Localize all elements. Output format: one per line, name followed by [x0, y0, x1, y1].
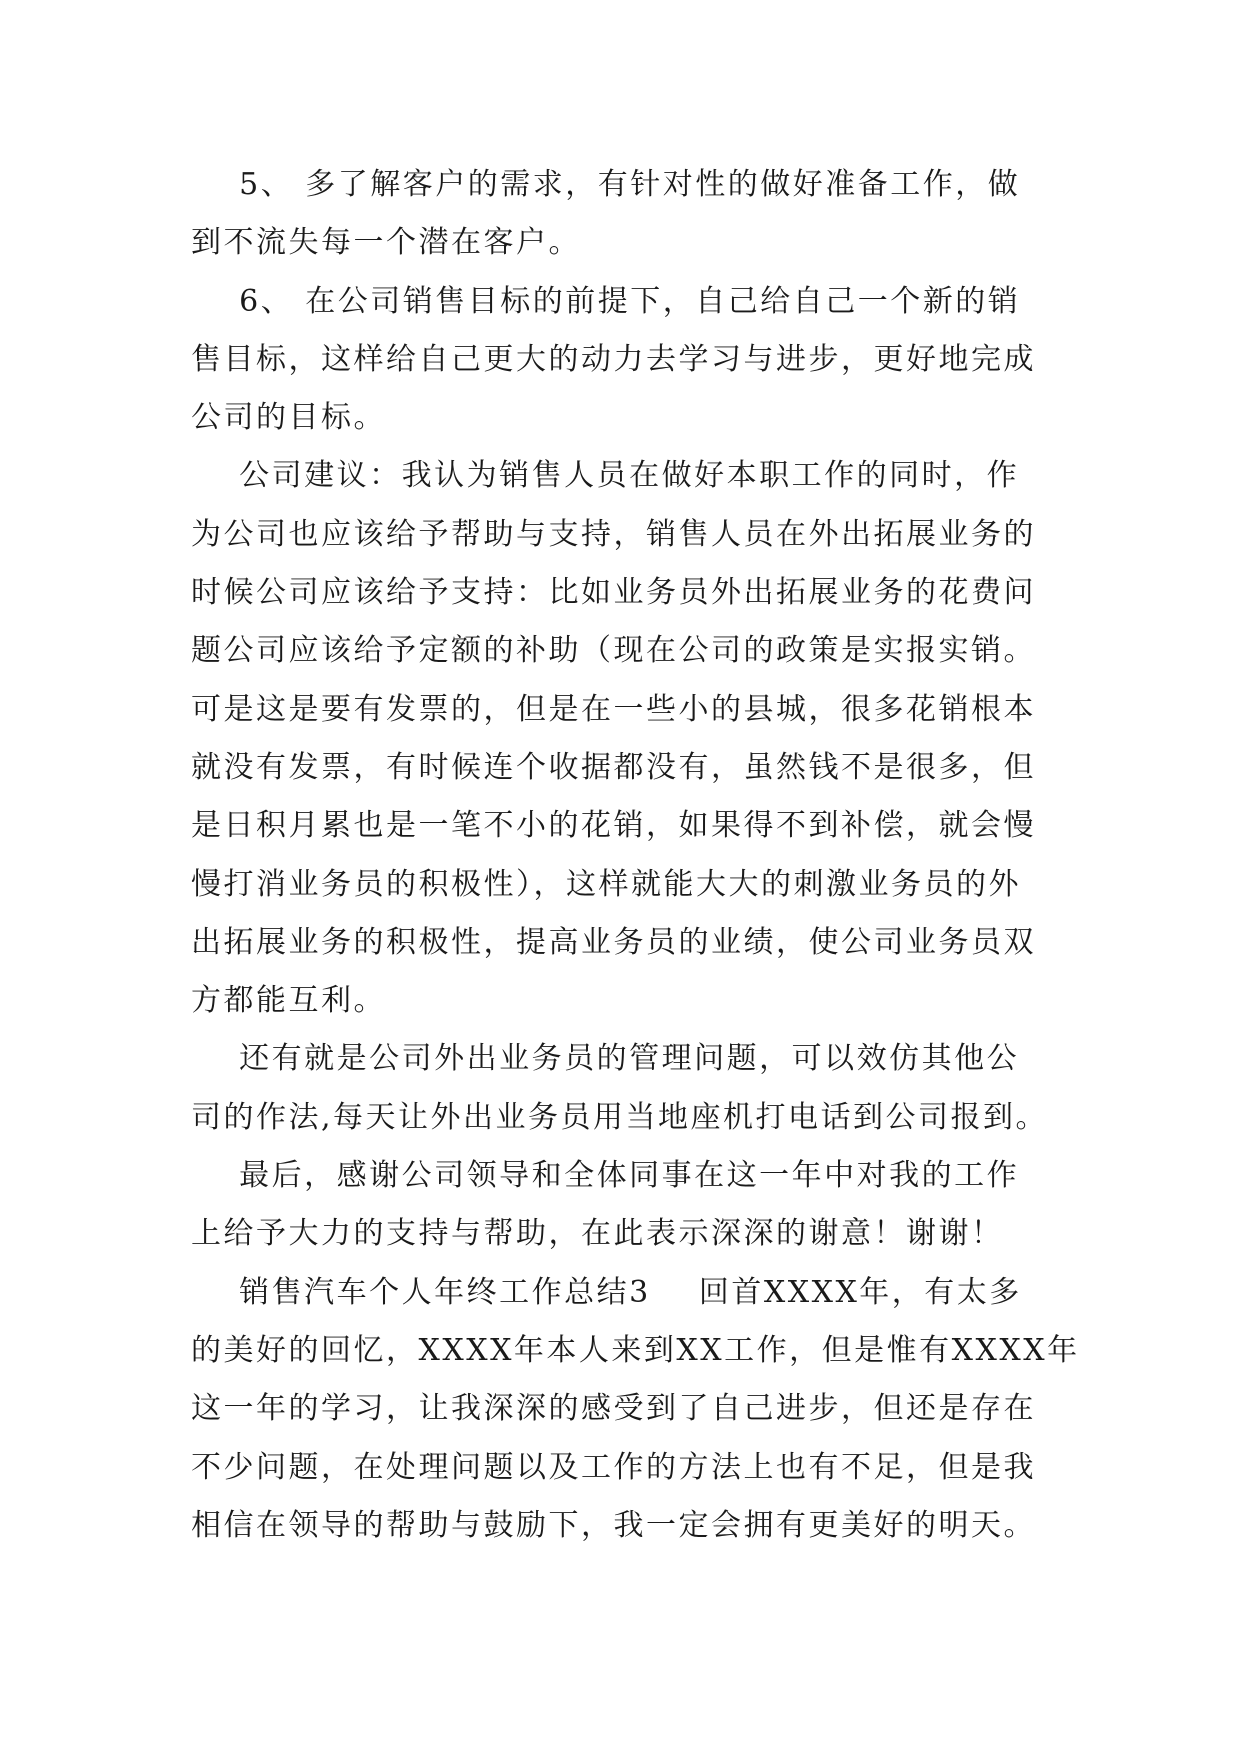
text-line: 司的作法,每天让外出业务员用当地座机打电话到公司报到。: [191, 1099, 1049, 1135]
text-line: 为公司也应该给予帮助与支持，销售人员在外出拓展业务的: [191, 516, 1036, 552]
text-line: 销售汽车个人年终工作总结3 回首XXXX年，有太多: [191, 1274, 1022, 1310]
text-line: 就没有发票，有时候连个收据都没有，虽然钱不是很多，但: [191, 749, 1036, 785]
text-line: 相信在领导的帮助与鼓励下，我一定会拥有更美好的明天。: [191, 1507, 1036, 1543]
text-line: 这一年的学习，让我深深的感受到了自己进步，但还是存在: [191, 1391, 1036, 1427]
text-line: 慢打消业务员的积极性），这样就能大大的刺激业务员的外: [191, 866, 1021, 902]
text-line: 不少问题，在处理问题以及工作的方法上也有不足，但是我: [191, 1449, 1036, 1485]
text-line: 公司建议：我认为销售人员在做好本职工作的同时，作: [191, 458, 1020, 494]
text-line: 售目标，这样给自己更大的动力去学习与进步，更好地完成: [191, 341, 1036, 377]
text-line: 的美好的回忆，XXXX年本人来到XX工作，但是惟有XXXX年: [191, 1332, 1080, 1368]
text-line: 出拓展业务的积极性，提高业务员的业绩，使公司业务员双: [191, 924, 1036, 960]
text-line: 还有就是公司外出业务员的管理问题，可以效仿其他公: [191, 1041, 1020, 1077]
text-line: 上给予大力的支持与帮助，在此表示深深的谢意！谢谢！: [191, 1216, 1004, 1252]
text-line: 最后，感谢公司领导和全体同事在这一年中对我的工作: [191, 1158, 1020, 1194]
text-line: 方都能互利。: [191, 983, 386, 1019]
text-line: 是日积月累也是一笔不小的花销，如果得不到补偿，就会慢: [191, 808, 1036, 844]
text-line: 5、 多了解客户的需求，有针对性的做好准备工作，做: [191, 167, 1021, 202]
text-line: 公司的目标。: [191, 400, 386, 436]
text-line: 题公司应该给予定额的补助（现在公司的政策是实报实销。: [191, 633, 1036, 669]
text-line: 到不流失每一个潜在客户。: [191, 225, 581, 261]
text-line: 时候公司应该给予支持：比如业务员外出拓展业务的花费问: [191, 575, 1036, 611]
text-line: 6、 在公司销售目标的前提下，自己给自己一个新的销: [191, 283, 1021, 319]
document-body: [191, 156, 1080, 1555]
text-line: 可是这是要有发票的，但是在一些小的县城，很多花销根本: [191, 691, 1036, 727]
